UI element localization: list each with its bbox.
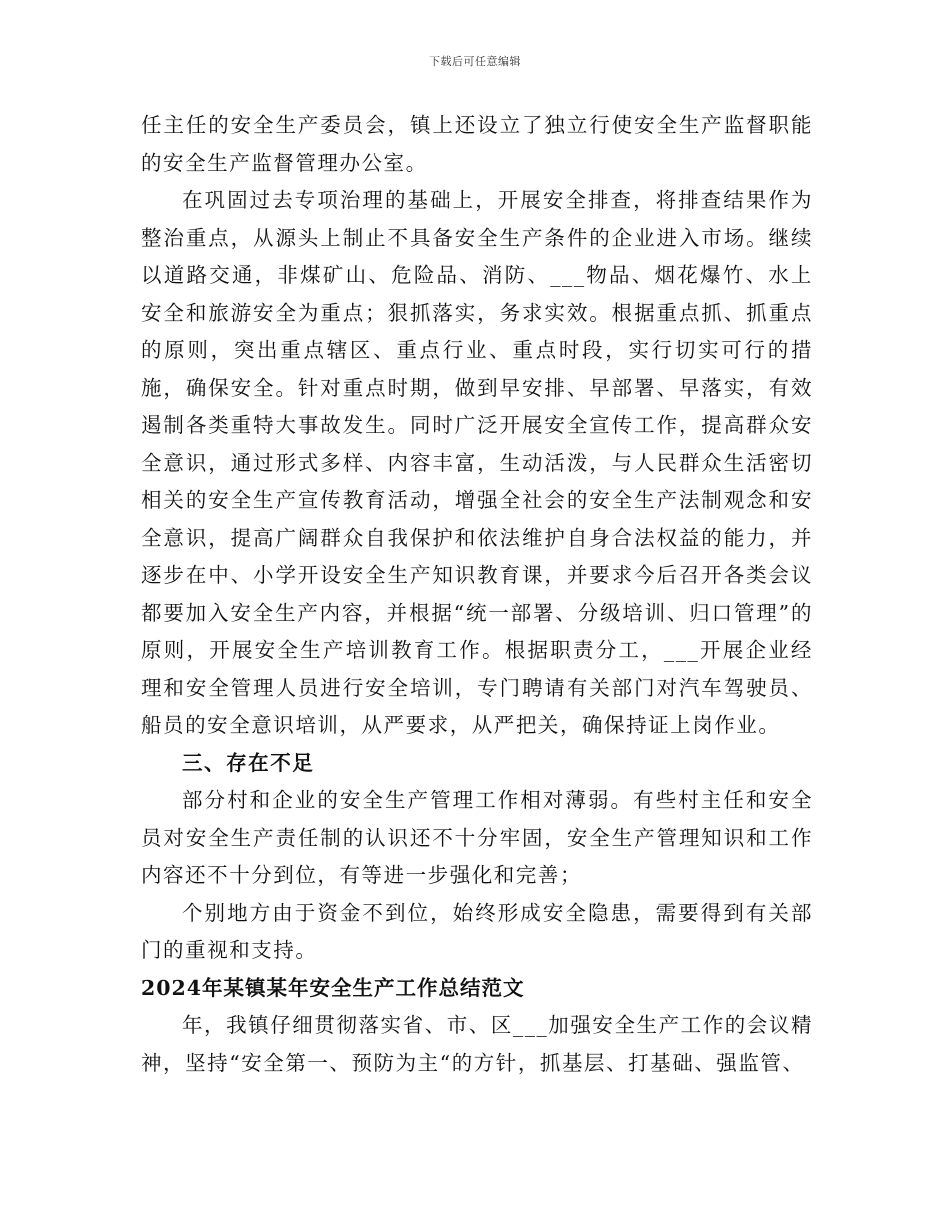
document-body: [141, 107, 813, 1082]
paragraph-continuation: 任主任的安全生产委员会，镇上还设立了独立行使安全生产监督职能的安全生产监督管理办公室。: [141, 113, 813, 175]
document-title: 2024年某镇某年安全生产工作总结范文: [141, 975, 525, 1000]
paragraph-funding: 个别地方由于资金不到位，始终形成安全隐患，需要得到有关部门的重视和支持。: [141, 900, 813, 962]
paragraph-weak-management: 部分村和企业的安全生产管理工作相对薄弱。有些村主任和安全员对安全生产责任制的认识还不十分牢固，安全生产管理知识和工作内容还不十分到位，有等进一步强化和完善；: [141, 788, 813, 887]
paragraph-safety-inspection: 在巩固过去专项治理的基础上，开展安全排查，将排查结果作为整治重点，从源头上制止不具备安全生产条件的企业进入市场。继续以道路交通，非煤矿山、危险品、消防、___物品、烟花爆竹、水上安全和旅游安全为重点；狠抓落实，务求实效。根据重点抓、抓重点的原则，突出重点辖区、重点行业、重点时段，实行切实可行的措施，确保安全。针对重点时期，做到早安排、早部署、早落实，有效遏制各类重特大事故发生。同时广泛开展安全宣传工作，提高群众安全意识，通过形式多样、内容丰富，生动活泼，与人民群众生活密切相关的安全生产宣传教育活动，增强全社会的安全生产法制观念和安全意识，提高广阔群众自我保护和依法维护自身合法权益的能力，并逐步在中、小学开设安全生产知识教育课，并要求今后召开各类会议都要加入安全生产内容，并根据“统一部署、分级培训、归口管理”的原则，开展安全生产培训教育工作。根据职责分工，___开展企业经理和安全管理人员进行安全培训，专门聘请有关部门对汽车驾驶员、船员的安全意识培训，从严要求，从严把关，确保持证上岗作业。: [141, 188, 813, 737]
section-heading-shortcomings: 三、存在不足: [182, 750, 315, 775]
header-note: 下载后可任意编辑: [429, 55, 521, 68]
paragraph-intro: 年，我镇仔细贯彻落实省、市、区___加强安全生产工作的会议精神，坚持“安全第一、预防为主“的方针，抓基层、打基础、强监管、: [141, 1013, 813, 1075]
